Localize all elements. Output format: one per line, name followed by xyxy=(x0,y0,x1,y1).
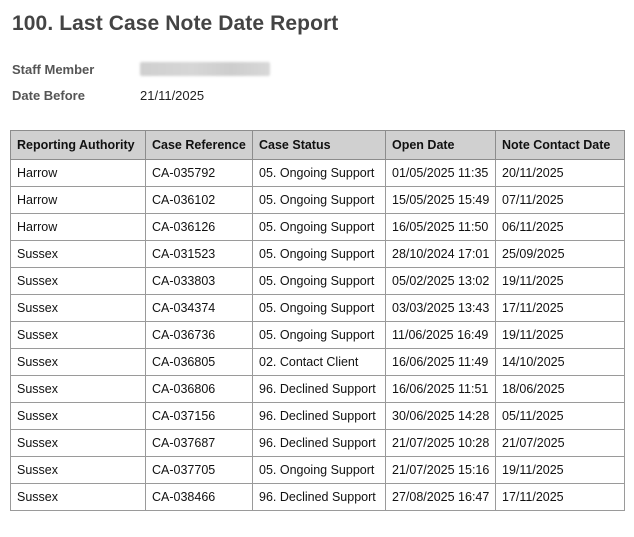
cell-note-contact-date: 21/07/2025 xyxy=(496,430,625,457)
cell-case-status: 02. Contact Client xyxy=(253,349,386,376)
cell-case-status: 96. Declined Support xyxy=(253,376,386,403)
cell-case-reference: CA-037156 xyxy=(146,403,253,430)
table-row xyxy=(11,295,625,322)
cell-case-status: 05. Ongoing Support xyxy=(253,295,386,322)
table-row xyxy=(11,484,625,511)
cell-reporting-authority: Sussex xyxy=(11,295,146,322)
parameter-label-staff-member: Staff Member xyxy=(12,61,95,77)
cell-reporting-authority: Harrow xyxy=(11,187,146,214)
cell-note-contact-date: 18/06/2025 xyxy=(496,376,625,403)
cell-open-date: 05/02/2025 13:02 xyxy=(386,268,496,295)
cell-note-contact-date: 05/11/2025 xyxy=(496,403,625,430)
cell-reporting-authority: Sussex xyxy=(11,376,146,403)
cell-note-contact-date: 17/11/2025 xyxy=(496,295,625,322)
cell-reporting-authority: Sussex xyxy=(11,322,146,349)
cell-note-contact-date: 07/11/2025 xyxy=(496,187,625,214)
cell-note-contact-date: 25/09/2025 xyxy=(496,241,625,268)
cell-open-date: 21/07/2025 15:16 xyxy=(386,457,496,484)
report-page xyxy=(0,10,634,537)
cell-open-date: 03/03/2025 13:43 xyxy=(386,295,496,322)
cell-reporting-authority: Sussex xyxy=(11,403,146,430)
column-header-note-contact-date: Note Contact Date xyxy=(496,131,625,160)
table-row xyxy=(11,187,625,214)
cell-open-date: 11/06/2025 16:49 xyxy=(386,322,496,349)
cell-open-date: 21/07/2025 10:28 xyxy=(386,430,496,457)
cell-case-status: 96. Declined Support xyxy=(253,484,386,511)
table-row xyxy=(11,403,625,430)
cell-case-reference: CA-036736 xyxy=(146,322,253,349)
column-header-case-reference: Case Reference xyxy=(146,131,253,160)
cell-open-date: 16/05/2025 11:50 xyxy=(386,214,496,241)
column-header-open-date: Open Date xyxy=(386,131,496,160)
table-row xyxy=(11,457,625,484)
cell-case-status: 05. Ongoing Support xyxy=(253,322,386,349)
cell-note-contact-date: 17/11/2025 xyxy=(496,484,625,511)
column-header-reporting-authority: Reporting Authority xyxy=(11,131,146,160)
parameter-value-staff-member xyxy=(140,61,270,78)
cell-case-reference: CA-033803 xyxy=(146,268,253,295)
cell-case-status: 05. Ongoing Support xyxy=(253,214,386,241)
cell-note-contact-date: 19/11/2025 xyxy=(496,457,625,484)
cell-case-reference: CA-036126 xyxy=(146,214,253,241)
cell-note-contact-date: 19/11/2025 xyxy=(496,322,625,349)
column-header-case-status: Case Status xyxy=(253,131,386,160)
cell-case-reference: CA-036806 xyxy=(146,376,253,403)
report-table xyxy=(10,130,625,511)
report-parameters xyxy=(12,56,624,108)
cell-case-status: 96. Declined Support xyxy=(253,403,386,430)
table-row xyxy=(11,349,625,376)
cell-case-status: 05. Ongoing Support xyxy=(253,241,386,268)
cell-case-reference: CA-037687 xyxy=(146,430,253,457)
table-row xyxy=(11,241,625,268)
cell-note-contact-date: 19/11/2025 xyxy=(496,268,625,295)
cell-open-date: 15/05/2025 15:49 xyxy=(386,187,496,214)
cell-reporting-authority: Sussex xyxy=(11,349,146,376)
table-header-row xyxy=(11,131,625,160)
cell-reporting-authority: Sussex xyxy=(11,430,146,457)
cell-case-reference: CA-036805 xyxy=(146,349,253,376)
cell-reporting-authority: Sussex xyxy=(11,268,146,295)
cell-case-status: 96. Declined Support xyxy=(253,430,386,457)
cell-case-reference: CA-038466 xyxy=(146,484,253,511)
table-row xyxy=(11,214,625,241)
cell-case-status: 05. Ongoing Support xyxy=(253,187,386,214)
parameter-value-date-before: 21/11/2025 xyxy=(140,87,205,103)
cell-reporting-authority: Sussex xyxy=(11,457,146,484)
cell-case-reference: CA-035792 xyxy=(146,160,253,187)
cell-open-date: 16/06/2025 11:51 xyxy=(386,376,496,403)
cell-case-status: 05. Ongoing Support xyxy=(253,457,386,484)
cell-case-reference: CA-031523 xyxy=(146,241,253,268)
table-row xyxy=(11,322,625,349)
cell-case-status: 05. Ongoing Support xyxy=(253,268,386,295)
cell-note-contact-date: 14/10/2025 xyxy=(496,349,625,376)
cell-open-date: 16/06/2025 11:49 xyxy=(386,349,496,376)
cell-open-date: 27/08/2025 16:47 xyxy=(386,484,496,511)
table-row xyxy=(11,268,625,295)
cell-open-date: 01/05/2025 11:35 xyxy=(386,160,496,187)
parameter-label-date-before: Date Before xyxy=(12,87,85,103)
parameter-row-date-before xyxy=(12,82,624,108)
cell-reporting-authority: Harrow xyxy=(11,160,146,187)
redacted-value xyxy=(140,62,270,76)
cell-open-date: 30/06/2025 14:28 xyxy=(386,403,496,430)
cell-case-reference: CA-036102 xyxy=(146,187,253,214)
cell-case-status: 05. Ongoing Support xyxy=(253,160,386,187)
table-body xyxy=(11,160,625,511)
cell-case-reference: CA-037705 xyxy=(146,457,253,484)
cell-case-reference: CA-034374 xyxy=(146,295,253,322)
cell-reporting-authority: Sussex xyxy=(11,241,146,268)
table-row xyxy=(11,430,625,457)
page-title: 100. Last Case Note Date Report xyxy=(12,12,339,35)
cell-reporting-authority: Harrow xyxy=(11,214,146,241)
cell-note-contact-date: 06/11/2025 xyxy=(496,214,625,241)
cell-open-date: 28/10/2024 17:01 xyxy=(386,241,496,268)
table-row xyxy=(11,376,625,403)
cell-note-contact-date: 20/11/2025 xyxy=(496,160,625,187)
cell-reporting-authority: Sussex xyxy=(11,484,146,511)
parameter-row-staff-member xyxy=(12,56,624,82)
table-row xyxy=(11,160,625,187)
